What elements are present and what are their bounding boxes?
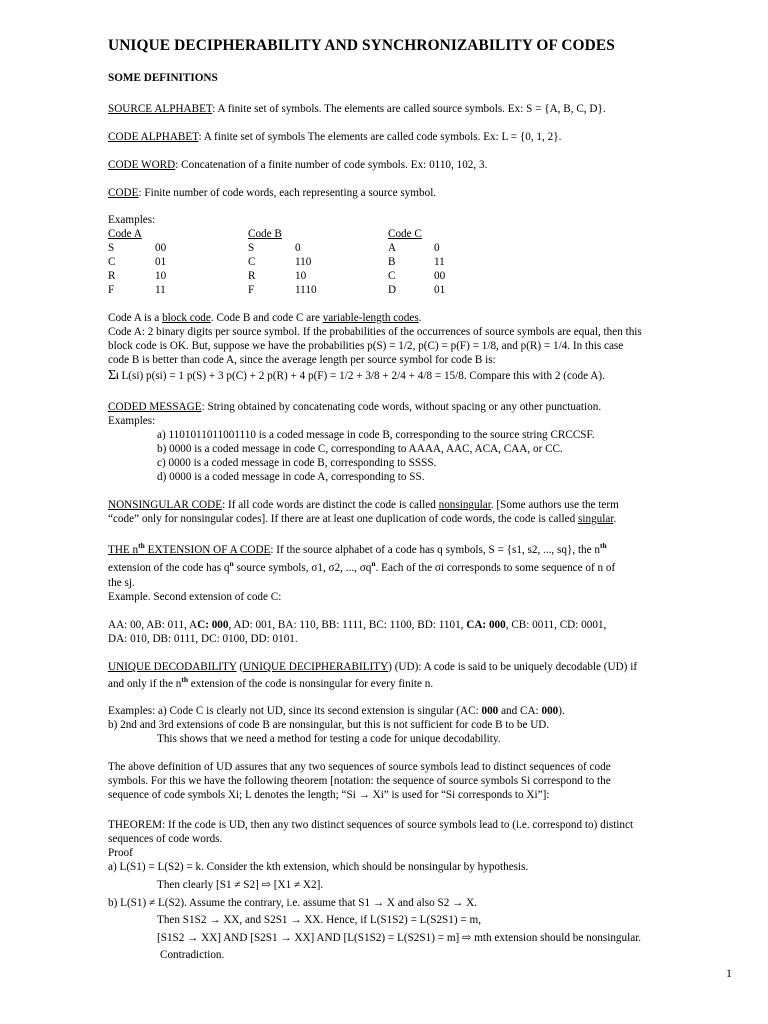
ud-example-b: b) 2nd and 3rd extensions of code B are nonsingular, but this is not sufficient for code B to be UD. xyxy=(108,719,550,731)
superscript: th xyxy=(181,675,188,684)
nth-extension-line-2 xyxy=(108,561,615,575)
table-cell: C xyxy=(248,256,256,268)
table-cell: 11 xyxy=(434,256,445,268)
code-c-header: Code C xyxy=(388,228,422,240)
extension-list-line-2: DA: 010, DB: 0111, DC: 0100, DD: 0101. xyxy=(108,633,298,645)
def-term: CODE WORD xyxy=(108,159,176,171)
table-cell: 01 xyxy=(155,256,167,268)
text-run: AA: 00, AB: 011, A xyxy=(108,619,198,631)
page-number: 1 xyxy=(726,966,732,980)
text-run: ) (UD): A code is said to be uniquely decodable (UD) if xyxy=(388,661,638,673)
block-line-1 xyxy=(108,311,421,325)
superscript: n xyxy=(371,559,376,568)
def-term xyxy=(108,541,271,556)
code-b-header: Code B xyxy=(248,228,282,240)
nth-extension-example: Example. Second extension of code C: xyxy=(108,591,282,603)
extension-list-line-1 xyxy=(108,618,606,632)
list-item: b) 0000 is a coded message in code C, corresponding to AAAA, AAC, ACA, CAA, or CC. xyxy=(157,443,563,455)
sum-formula xyxy=(108,369,605,383)
def-text: : String obtained by concatenating code words, without spacing or any other punctuation. xyxy=(201,401,602,413)
table-cell: 0 xyxy=(434,242,440,254)
superscript: n xyxy=(229,559,234,568)
proof-case-b-line-2: Then S1S2 → XX, and S2S1 → XX. Hence, if L(S1S2) = L(S2S1) = m, xyxy=(157,914,481,926)
text-run: , CB: 0011, CD: 0001, xyxy=(505,619,607,631)
list-item: c) 0000 is a coded message in code B, corresponding to SSSS. xyxy=(157,457,437,469)
examples-label: Examples: xyxy=(108,214,156,226)
text-run: . xyxy=(418,312,422,324)
ud-line-1 xyxy=(108,660,637,674)
superscript: th xyxy=(138,541,145,550)
def-term: SOURCE ALPHABET xyxy=(108,103,213,115)
def-term: CODE ALPHABET xyxy=(108,131,199,143)
proof-label: Proof xyxy=(108,847,133,859)
text-run: , AD: 001, BA: 110, BB: 1111, BC: 1100, BD: 1101, xyxy=(228,619,467,631)
table-cell: C xyxy=(388,270,396,282)
table-cell: B xyxy=(388,256,396,268)
theorem-line-1: THEOREM: If the code is UD, then any two distinct sequences of source symbols lead to (i.e. correspond to) distinct xyxy=(108,819,634,831)
proof-case-a: a) L(S1) = L(S2) = k. Consider the kth extension, which should be nonsingular by hypothesis. xyxy=(108,861,529,873)
text-run: THE n xyxy=(108,544,139,556)
def-text: : A finite set of symbols The elements are called code symbols. Ex: L = {0, 1, 2}. xyxy=(198,131,562,143)
table-cell: 10 xyxy=(155,270,167,282)
text-run: Examples: a) Code C is clearly not UD, since its second extension is singular (AC: xyxy=(108,705,482,717)
list-item: a) 1101011011001110 is a coded message in code B, corresponding to the source string CRCCSF. xyxy=(157,429,595,441)
text-run: and only if the n xyxy=(108,678,182,690)
variable-length-term: variable-length codes xyxy=(322,312,419,324)
sigma-symbol: Σ xyxy=(108,368,117,383)
proof-case-b-line-3: [S1S2 → XX] AND [S2S1 → XX] AND [L(S1S2) = L(S2S1) = m] ⇨ mth extension should be nonsingular. xyxy=(157,932,642,944)
def-term: CODED MESSAGE xyxy=(108,401,202,413)
text-run: . [Some authors use the term xyxy=(490,499,619,511)
text-run: . Code B and code C are xyxy=(210,312,323,324)
text-run: source symbols, σ1, σ2, ..., σq xyxy=(233,562,372,574)
def-term: NONSINGULAR CODE xyxy=(108,499,223,511)
block-line-4: code B is better than code A, since the average length per source symbol for code B is: xyxy=(108,354,496,366)
ud-example-a xyxy=(108,704,565,718)
table-cell: C xyxy=(108,256,116,268)
text-run: : If all code words are distinct the code is called xyxy=(222,499,439,511)
table-cell: S xyxy=(108,242,115,254)
text-run: ( xyxy=(236,661,244,673)
proof-case-a-conclusion: Then clearly [S1 ≠ S2] ⇨ [X1 ≠ X2]. xyxy=(157,879,324,891)
table-cell: 11 xyxy=(155,284,166,296)
text-run: . xyxy=(613,513,617,525)
text-run: L(si) p(si) = 1 p(S) + 3 p(C) + 2 p(R) + 4 p(F) = 1/2 + 3/8 + 2/4 + 4/8 = 15/8. Compare this with 2 (code A). xyxy=(118,370,605,382)
document-title: UNIQUE DECIPHERABILITY AND SYNCHRONIZABILITY OF CODES xyxy=(108,37,615,54)
bold-run: C: 000 xyxy=(197,619,229,631)
table-cell: 0 xyxy=(295,242,301,254)
block-code-term: block code xyxy=(162,312,211,324)
text-run: extension of the code is nonsingular for every finite n. xyxy=(188,678,434,690)
table-cell: 10 xyxy=(295,270,307,282)
theorem-line-2: sequences of code words. xyxy=(108,833,223,845)
table-cell: D xyxy=(388,284,397,296)
singular-term: singular xyxy=(578,513,614,525)
def-text: : Concatenation of a finite number of code symbols. Ex: 0110, 102, 3. xyxy=(175,159,488,171)
examples-label: Examples: xyxy=(108,415,156,427)
table-cell: R xyxy=(248,270,256,282)
table-cell: 01 xyxy=(434,284,446,296)
sigma-subscript: i xyxy=(116,371,119,381)
nth-extension-line-1 xyxy=(108,543,607,557)
text-run: : If the source alphabet of a code has q symbols, S = {s1, s2, ..., sq}, the n xyxy=(270,544,600,556)
bold-run: 000 xyxy=(541,705,559,717)
paragraph-line: symbols. For this we have the following theorem [notation: the sequence of source symbols Si correspond to the xyxy=(108,775,611,787)
bold-run: CA: 000 xyxy=(466,619,506,631)
table-cell: 00 xyxy=(434,270,446,282)
ud-example-note: This shows that we need a method for testing a code for unique decodability. xyxy=(157,733,501,745)
table-cell: 00 xyxy=(155,242,167,254)
table-cell: 110 xyxy=(295,256,312,268)
def-code xyxy=(108,186,436,200)
def-text: : Finite number of code words, each representing a source symbol. xyxy=(138,187,437,199)
table-cell: A xyxy=(388,242,397,254)
text-run: and CA: xyxy=(498,705,542,717)
table-cell: F xyxy=(108,284,115,296)
list-item: d) 0000 is a coded message in code A, corresponding to SS. xyxy=(157,471,425,483)
ud-line-2 xyxy=(108,677,433,691)
text-run: extension of the code has q xyxy=(108,562,230,574)
table-cell: F xyxy=(248,284,255,296)
text-run: EXTENSION OF A CODE xyxy=(144,544,271,556)
def-term: CODE xyxy=(108,187,139,199)
code-a-header: Code A xyxy=(108,228,142,240)
proof-case-b: b) L(S1) ≠ L(S2). Assume the contrary, i.e. assume that S1 → X and also S2 → X. xyxy=(108,897,477,909)
def-term: UNIQUE DECIPHERABILITY xyxy=(243,661,389,673)
text-run: . Each of the σi corresponds to some sequence of n of xyxy=(375,562,616,574)
table-cell: R xyxy=(108,270,116,282)
text-run: Code A is a xyxy=(108,312,163,324)
superscript: th xyxy=(600,541,607,550)
proof-contradiction: Contradiction. xyxy=(160,949,225,961)
table-cell: S xyxy=(248,242,255,254)
def-term: UNIQUE DECODABILITY xyxy=(108,661,237,673)
text-run: “code” only for nonsingular codes]. If there are at least one duplication of code words, the code is called xyxy=(108,513,579,525)
block-line-3: block code is OK. But, suppose we have the probabilities p(S) = 1/2, p(C) = p(F) = 1/8, and p(R) = 1/4. In this case xyxy=(108,340,624,352)
def-source-alphabet xyxy=(108,102,606,116)
nonsingular-term: nonsingular xyxy=(438,499,491,511)
paragraph-line: The above definition of UD assures that any two sequences of source symbols lead to distinct sequences of code xyxy=(108,761,611,773)
nonsingular-line-1 xyxy=(108,498,619,512)
table-cell: 1110 xyxy=(295,284,317,296)
def-coded-message xyxy=(108,400,601,414)
def-text: : A finite set of symbols. The elements are called source symbols. Ex: S = {A, B, C, D}. xyxy=(212,103,606,115)
section-heading: SOME DEFINITIONS xyxy=(108,72,218,84)
bold-run: 000 xyxy=(481,705,499,717)
text-run: ). xyxy=(558,705,565,717)
block-line-2: Code A: 2 binary digits per source symbol. If the probabilities of the occurrences of source symbols are equal, then this xyxy=(108,326,642,338)
nonsingular-line-2 xyxy=(108,512,616,526)
def-code-word xyxy=(108,158,487,172)
def-code-alphabet xyxy=(108,130,561,144)
nth-extension-line-3: the sj. xyxy=(108,577,135,589)
paragraph-line: sequence of code symbols Xi; L denotes the length; “Si → Xi” is used for “Si corresponds to Xi”]: xyxy=(108,789,550,801)
